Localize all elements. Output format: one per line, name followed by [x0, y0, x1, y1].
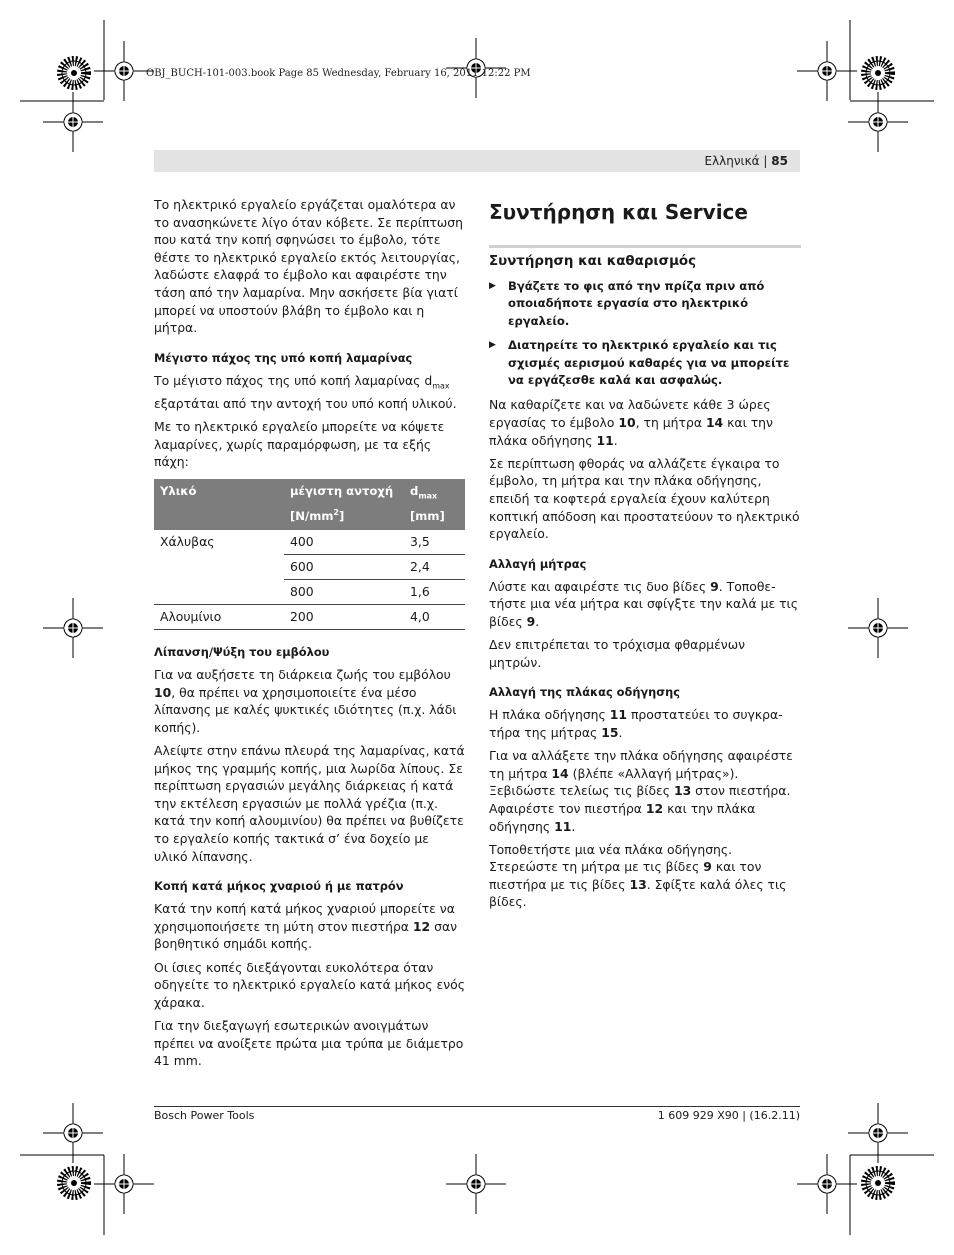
thickness-table [154, 479, 465, 630]
table-header-row [154, 479, 465, 530]
star-mark-bottom-left [62, 1171, 86, 1195]
bullet-item [489, 278, 801, 330]
cross-mark-right-middle [848, 598, 908, 658]
header-language: Ελληνικά [704, 154, 760, 168]
section-title: Συντήρηση και Service [489, 200, 748, 224]
cleaning-paragraph-2: Σε περίπτωση φθοράς να αλλάζετε έγκαιρα το έμβολο, τη μήτρα και την πλάκα οδήγησης, επειδή τα κοφτερά εργαλεία έχουν καλύτερη κοπτική απόδοση και προστατεύουν το ηλεκτρικό εργαλείο. [489, 455, 800, 542]
plate-paragraph-1: Η πλάκα οδήγησης 11 προστατεύει το συγκρα-τήρα της μήτρας 15. [489, 707, 783, 740]
col-material: Υλικό [154, 479, 284, 530]
footer-rule [154, 1106, 800, 1107]
cross-mark-top-right [797, 41, 857, 101]
heading-lubrication: Λίπανση/Ψύξη του εμβόλου [154, 645, 330, 660]
footer-brand: Bosch Power Tools [154, 1109, 255, 1122]
max-thickness-paragraph-1: Το μέγιστο πάχος της υπό κοπή λαμαρίνας $d_{max}$ εξαρτάται από την αντοχή του υπό κοπή υλικού. [154, 372, 457, 411]
cross-mark-bottom-center [446, 1154, 506, 1214]
intro-paragraph: Το ηλεκτρικό εργαλείο εργάζεται ομαλότερα αν το ανασηκώνετε λίγο όταν κόβετε. Σε περίπτωση που κατά την κοπή σφηνώσει το έμβολο, τότε θέστε το ηλεκτρικό εργαλείο εκτός λειτουργίας, λαδώστε ελαφρά το έμβολο και αφαιρέστε την τάση από την λαμαρίνα. Μην ασκήσετε βία γιατί μπορεί να υποστούν βλάβη το έμβολο και η μήτρα. [154, 197, 463, 336]
plate-paragraph-2: Για να αλλάξετε την πλάκα οδήγησης αφαιρέστε τη μήτρα 14 (βλέπε «Αλλαγή μήτρας»). Ξεβιδώστε τελείως τις βίδες 13 στον πιεστήρα. Αφαιρέστε τον πιεστήρα 12 και την πλάκα οδήγησης 11. [489, 748, 793, 834]
cross-mark-left-middle [43, 598, 103, 658]
table-row [154, 605, 465, 630]
lubrication-paragraph-2: Αλείψτε στην επάνω πλευρά της λαμαρίνας, κατά μήκος της γραμμής κοπής, μια λωρίδα λίπους. Σε περίπτωση εργασιών μεγάλης διάρκειας ή κατά την εκτέλεση εργασιών με πολλά γρέζια (π.χ. κατά την κοπή αλουμινίου) θα πρέπει να βυθίζετε το εργαλείο κοπής τακτικά σ’ ένα δοχείο με υλικό λίπανσης. [154, 743, 465, 864]
cross-mark-bottom-right [797, 1154, 857, 1214]
star-mark-top-right [866, 61, 890, 85]
cleaning-paragraph-1: Να καθαρίζετε και να λαδώνετε κάθε 3 ώρες εργασίας το έμβολο 10, τη μήτρα 14 και την πλάκα οδήγησης 11. [489, 397, 773, 448]
cell-strength: 200 [284, 605, 404, 630]
section-subtitle: Συντήρηση και καθαρισμός [489, 245, 801, 270]
triangle-bullet-icon: ▶ [489, 340, 496, 351]
cell-material-aluminium: Αλουμίνιο [154, 605, 284, 630]
cell-strength: 600 [284, 555, 404, 580]
cell-dmax: 4,0 [404, 605, 465, 630]
cutting-paragraph-3: Για την διεξαγωγή εσωτερικών ανοιγμάτων πρέπει να ανοίξετε πρώτα μια τρύπα με διάμετρο 41 mm. [154, 1017, 464, 1069]
lubrication-paragraph-1: Για να αυξήσετε τη διάρκεια ζωής του εμβόλου 10, θα πρέπει να χρησιμοποιείτε ένα μέσο λίπανσης με καλές ψυκτικές ιδιότητες (π.χ. λάδι κοπής). [154, 667, 457, 735]
cell-strength: 400 [284, 530, 404, 555]
cell-dmax: 3,5 [404, 530, 465, 555]
cross-mark-top-left [94, 41, 154, 101]
col-strength: μέγιστη αντοχή $[N/mm^2]$ [284, 479, 404, 530]
header-separator: | [763, 154, 768, 168]
star-mark-top-left [62, 61, 86, 85]
footer-doc-number: 1 609 929 X90 | (16.2.11) [657, 1109, 800, 1122]
page-header-bar [154, 150, 800, 172]
heading-die-change: Αλλαγή μήτρας [489, 556, 587, 571]
triangle-bullet-icon: ▶ [489, 281, 496, 291]
cell-strength: 800 [284, 580, 404, 605]
cell-dmax: 2,4 [404, 555, 465, 580]
bullet-text: Βγάζετε το φις από την πρίζα πριν από οποιαδήποτε εργασία στο ηλεκτρικό εργαλείο. [508, 279, 765, 328]
heading-template-cutting: Κοπή κατά μήκος χναριού ή με πατρόν [154, 879, 404, 894]
star-mark-bottom-right [866, 1171, 890, 1195]
max-thickness-paragraph-2: Με το ηλεκτρικό εργαλείο μπορείτε να κόψετε λαμαρίνες, χωρίς παραμόρφωση, με τα εξής πάχη: [154, 419, 445, 470]
plate-paragraph-3: Τοποθετήστε μια νέα πλάκα οδήγησης. Στερεώστε τη μήτρα με τις βίδες 9 και τον πιεστήρα με τις βίδες 13. Σφίξτε καλά όλες τις βίδες. [489, 841, 787, 910]
cell-material-steel: Χάλυβας [154, 530, 284, 605]
heading-max-thickness: Μέγιστο πάχος της υπό κοπή λαμαρίνας [154, 350, 413, 365]
left-column [154, 196, 466, 1075]
cutting-paragraph-2: Οι ίσιες κοπές διεξάγονται ευκολότερα όταν οδηγείτε το ηλεκτρικό εργαλείο κατά μήκος ενός χάρακα. [154, 959, 465, 1010]
cutting-paragraph-1: Κατά την κοπή κατά μήκος χναριού μπορείτε να χρησιμοποιήσετε τη μύτη στον πιεστήρα 12 σαν βοηθητικό σημάδι κοπής. [154, 901, 458, 952]
cell-dmax: 1,6 [404, 580, 465, 605]
die-paragraph-1: Λύστε και αφαιρέστε τις δυο βίδες 9. Τοποθε-τήστε μια νέα μήτρα και σφίγξτε την καλά με τις βίδες 9. [489, 578, 799, 629]
cross-mark-bottom-left [94, 1154, 154, 1214]
bullet-text: Διατηρείτε το ηλεκτρικό εργαλείο και τις σχισμές αερισμού καθαρές για να μπορείτε να εργάζεσθε καλά και ασφαλώς. [508, 338, 790, 388]
cross-mark-right-lower [848, 1103, 908, 1163]
heading-guide-plate-change: Αλλαγή της πλάκας οδήγησης [489, 685, 681, 700]
die-paragraph-2: Δεν επιτρέπεται το τρόχισμα φθαρμένων μητρών. [489, 637, 745, 670]
print-slug: OBJ_BUCH-101-003.book Page 85 Wednesday, February 16, 2011 12:22 PM [146, 68, 531, 79]
bullet-item [489, 337, 801, 389]
right-column [489, 196, 801, 917]
page-header [704, 154, 788, 168]
col-dmax: $d_{max}$ [mm] [404, 479, 465, 530]
cross-mark-left-lower [43, 1103, 103, 1163]
table-row [154, 530, 465, 555]
page-number: 85 [771, 154, 788, 168]
